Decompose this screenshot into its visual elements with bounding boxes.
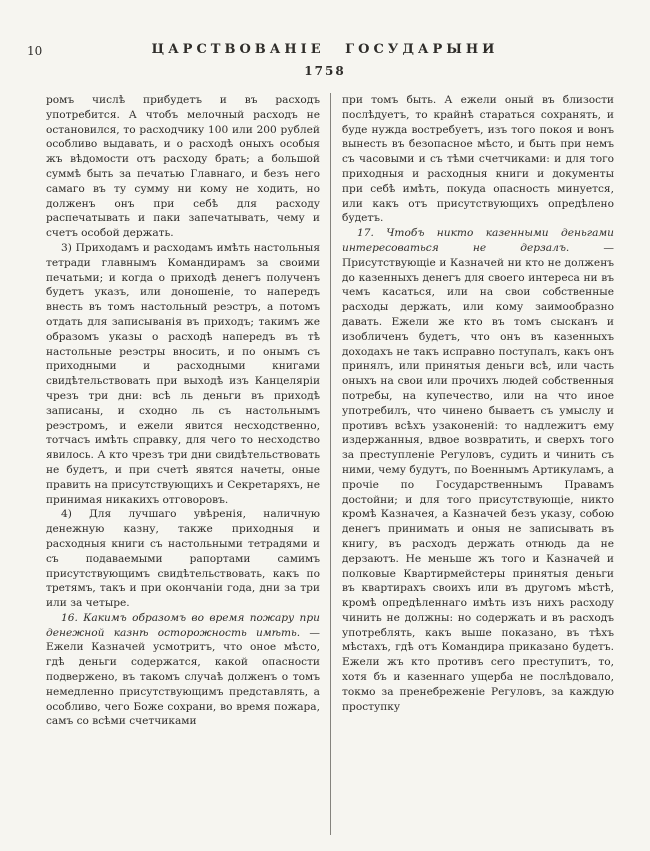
paragraph <box>342 93 614 226</box>
year-heading: 1758 <box>304 64 346 78</box>
section-heading-italic: 17. Чтобъ никто казенными деньгами интересоваться не дерзалъ. — <box>342 227 614 254</box>
page-number: 10 <box>27 44 43 58</box>
text-columns <box>46 93 614 835</box>
paragraph-text: при томъ быть. А ежели оный въ близости послѣдуетъ, то крайнѣ стараться сохранять, и буде нужда востребуетъ, изъ того покоя и вонъ вынесть въ безопасное мѣсто, и быть при немъ съ часовыми и съ тѣми счетчиками: и для того приходныя и расходныя книги и документы при себѣ имѣть, покуда опасность минуется, или какъ отъ присутствующихъ опредѣлено будетъ. <box>342 94 614 225</box>
left-column <box>46 93 330 835</box>
running-header: ЦАРСТВОВАНІЕ ГОСУДАРЫНИ <box>151 42 499 57</box>
paragraph-text: 4) Для лучшаго увѣренія, наличную денежную казну, также приходныя и расходныя книги съ настольными тетрадями и съ подаваемыми рапортами самимъ присутствующимъ свидѣтельствовать, какъ по третямъ, такъ и при окончаніи года, дни за три или за четыре. <box>46 508 320 610</box>
section-heading-italic: 16. Какимъ образомъ во время пожару при денежной казнѣ осторожность имѣть. — <box>46 611 320 639</box>
paragraph <box>46 611 320 729</box>
paragraph-text: ромъ числѣ прибудетъ и въ расходъ употребится. А чтобъ мелочный расходъ не остановился, то расходчику 100 или 200 рублей особливо выдавать, и о расходѣ оныхъ особыя жъ вѣдомости отъ расходу брать; а большой суммѣ быть за печатью Главнаго, и безъ него самаго въ ту сумму ни кому не ходить, но долженъ онъ при себѣ для расходу распечатывать и паки запечатывать, чему и счетъ особой держать. <box>46 94 320 240</box>
paragraph-text: Ежели Казначей усмотритъ, что оное мѣсто, гдѣ деньги содержатся, какой опасности подвержено, въ такомъ случаѣ долженъ о томъ немедленно присутствующимъ представлять, а особливо, чего Боже сохрани, во время пожара, самъ со всѣми счетчиками <box>46 641 320 728</box>
paragraph <box>46 241 320 507</box>
right-column <box>330 93 614 835</box>
paragraph <box>46 93 320 241</box>
paragraph <box>342 226 614 714</box>
paragraph <box>46 507 320 611</box>
paragraph-text: Присутствующіе и Казначей ни кто не долженъ до казенныхъ денегъ для своего интереса ни въ чемъ касаться, или на свои собственные расходы держать, или кому заимообразно давать. Ежели же кто въ томъ сысканъ и изобличенъ будетъ, что онъ въ казенныхъ доходахъ не такъ исправно поступалъ, какъ онъ принялъ, или принятыя деньги всѣ, или часть оныхъ на свои или прочихъ людей собственныя потребы, на купечество, или на что иное употребилъ, что чинено бываетъ съ умыслу и противъ всѣхъ узаконеній: то надлежитъ ему издержанныя, вдвое возвратить, и сверхъ того за преступленіе Регуловъ, судить и чинить съ ними, чему будутъ, по Военнымъ Артикуламъ, а прочіе по Государственнымъ Правамъ достойни; и для того присутствующіе, никто кромѣ Казначея, а Казначей безъ указу, собою денегъ принимать и оныя не записывать въ книгу, въ расходъ держать отнюдь да не дерзаютъ. Не меньше жъ того и Казначей и полковые Квартирмейстеры принятыя деньги въ квартирахъ своихъ или въ другомъ мѣстѣ, кромѣ опредѣленнаго имѣть изъ нихъ расходу чинить не должны: но содержать и въ расходъ употреблять, какъ выше показано, въ тѣхъ мѣстахъ, гдѣ отъ Командира приказано будетъ. Ежели жъ кто противъ сего преступитъ, то, хотя бъ и казеннаго ущерба не послѣдовало, токмо за пренебреженіе Регуловъ, за каждую проступку <box>342 256 614 713</box>
paragraph-text: 3) Приходамъ и расходамъ имѣть настольныя тетради главнымъ Командирамъ за своими печатьми; и когда о приходѣ денегъ полученъ будетъ указъ, или доношеніе, то напередъ внесть въ томъ настольный реэстръ, а потомъ отдать для записыванія въ приходъ; такимъ же образомъ указы о расходѣ напередъ въ тѣ настольные реэстры вносить, и по онымъ съ приходными и расходными книгами свидѣтельствовать при выходѣ изъ Канцеляріи чрезъ три дни: всѣ ль деньги въ приходѣ записаны, и сходно ль съ настольнымъ реэстромъ, и ежели явится несходственно, тотчасъ имѣть справку, для чего то несходство явилось. А кто чрезъ три дни свидѣтельствовать не будетъ, и при счетѣ явятся начеты, оные править на присутствующихъ и Секретаряхъ, не принимая никакихъ отговоровъ. <box>46 241 320 506</box>
